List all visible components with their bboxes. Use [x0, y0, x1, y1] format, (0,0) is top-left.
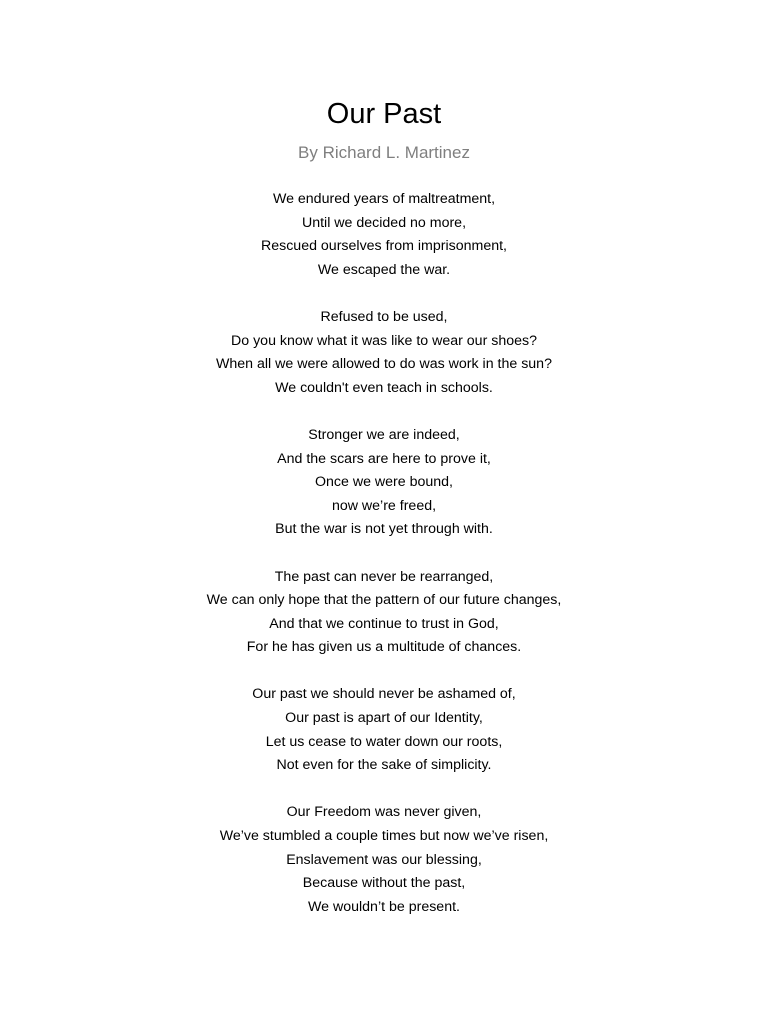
poem-line: But the war is not yet through with.	[275, 521, 493, 538]
poem-line: Refused to be used,	[320, 308, 448, 325]
poem-line: We couldn't even teach in schools.	[275, 379, 493, 396]
poem-line: When all we were allowed to do was work in the sun?	[216, 356, 552, 373]
poem-line: Let us cease to water down our roots,	[265, 733, 503, 750]
poem-line: And the scars are here to prove it,	[277, 450, 491, 467]
poem-line: Our past we should never be ashamed of,	[252, 686, 516, 703]
poem-line: Once we were bound,	[314, 474, 454, 491]
stanza	[0, 424, 768, 542]
poem-line: And that we continue to trust in God,	[269, 615, 499, 632]
poem-line: Because without the past,	[302, 875, 466, 892]
poem-line: Stronger we are indeed,	[308, 426, 460, 443]
poem-line: Not even for the sake of simplicity.	[276, 757, 492, 774]
poem-body	[0, 188, 768, 943]
poem-line: We endured years of maltreatment,	[272, 191, 496, 207]
poem-line: We escaped the war.	[317, 261, 451, 278]
poem-line: Enslavement was our blessing,	[286, 851, 482, 868]
poem-line: The past can never be rearranged,	[274, 568, 494, 585]
stanza	[0, 801, 768, 919]
stanza	[0, 683, 768, 777]
poem-line: Rescued ourselves from imprisonment,	[260, 238, 507, 255]
poem-line: Our past is apart of our Identity,	[285, 710, 483, 727]
stanza	[0, 306, 768, 400]
poem-line: Until we decided no more,	[301, 214, 467, 231]
stanza	[0, 566, 768, 660]
poem-line: We can only hope that the pattern of our future changes,	[206, 592, 562, 609]
poem-line: We’ve stumbled a couple times but now we’ve risen,	[219, 828, 549, 845]
poem-line: Do you know what it was like to wear our shoes?	[231, 332, 537, 349]
stanza	[0, 188, 768, 282]
poem-line: We wouldn’t be present.	[308, 898, 460, 915]
poem-line: For he has given us a multitude of chances.	[246, 639, 522, 656]
poem-title: Our Past	[326, 98, 442, 130]
poem-line: now we’re freed,	[331, 497, 437, 514]
poem-byline: By Richard L. Martinez	[298, 143, 470, 162]
poem-line: Our Freedom was never given,	[286, 804, 482, 821]
